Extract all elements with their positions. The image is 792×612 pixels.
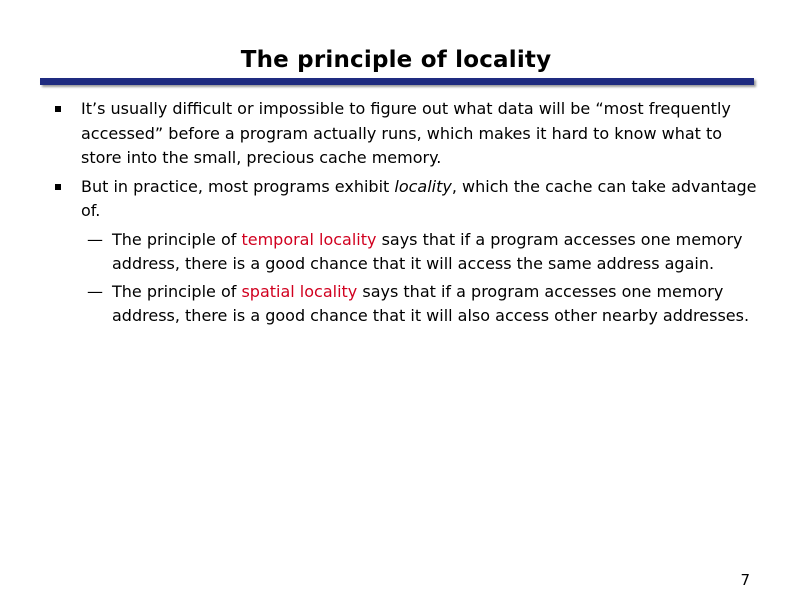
slide-title: The principle of locality	[240, 47, 552, 73]
bullet-item-1	[81, 97, 761, 171]
sub-bullet-text-after: says that if a program accesses one memory address, there is a good chance that it will access the same address again.	[112, 229, 743, 273]
slide-content	[0, 97, 792, 332]
sub-bullet-text-before: The principle of	[112, 281, 242, 301]
bullet-text-before: But in practice, most programs exhibit	[81, 176, 395, 196]
bullet-item-2	[81, 175, 761, 224]
emphasis-locality: locality	[394, 176, 452, 196]
highlight-temporal-locality: temporal locality	[241, 229, 377, 249]
dash-bullet-icon: —	[87, 281, 103, 301]
title-underline-bar	[40, 78, 754, 85]
dash-bullet-icon: —	[87, 229, 103, 249]
sub-bullet-spatial	[87, 280, 762, 329]
highlight-spatial-locality: spatial locality	[241, 281, 358, 301]
square-bullet-icon	[55, 106, 61, 112]
sub-bullet-text-after: says that if a program accesses one memory address, there is a good chance that it will also access other nearby addresses.	[112, 281, 750, 325]
square-bullet-icon	[55, 184, 61, 190]
page-number: 7	[740, 571, 750, 589]
sub-bullet-text-before: The principle of	[112, 229, 242, 249]
sub-bullet-temporal	[87, 228, 762, 277]
bullet-text: It’s usually difficult or impossible to figure out what data will be “most frequently accessed” before a program actually runs, which makes it hard to know what to store into the small, precious cache memory.	[81, 99, 731, 167]
bullet-text-after: , which the cache can take advantage of.	[81, 176, 757, 220]
